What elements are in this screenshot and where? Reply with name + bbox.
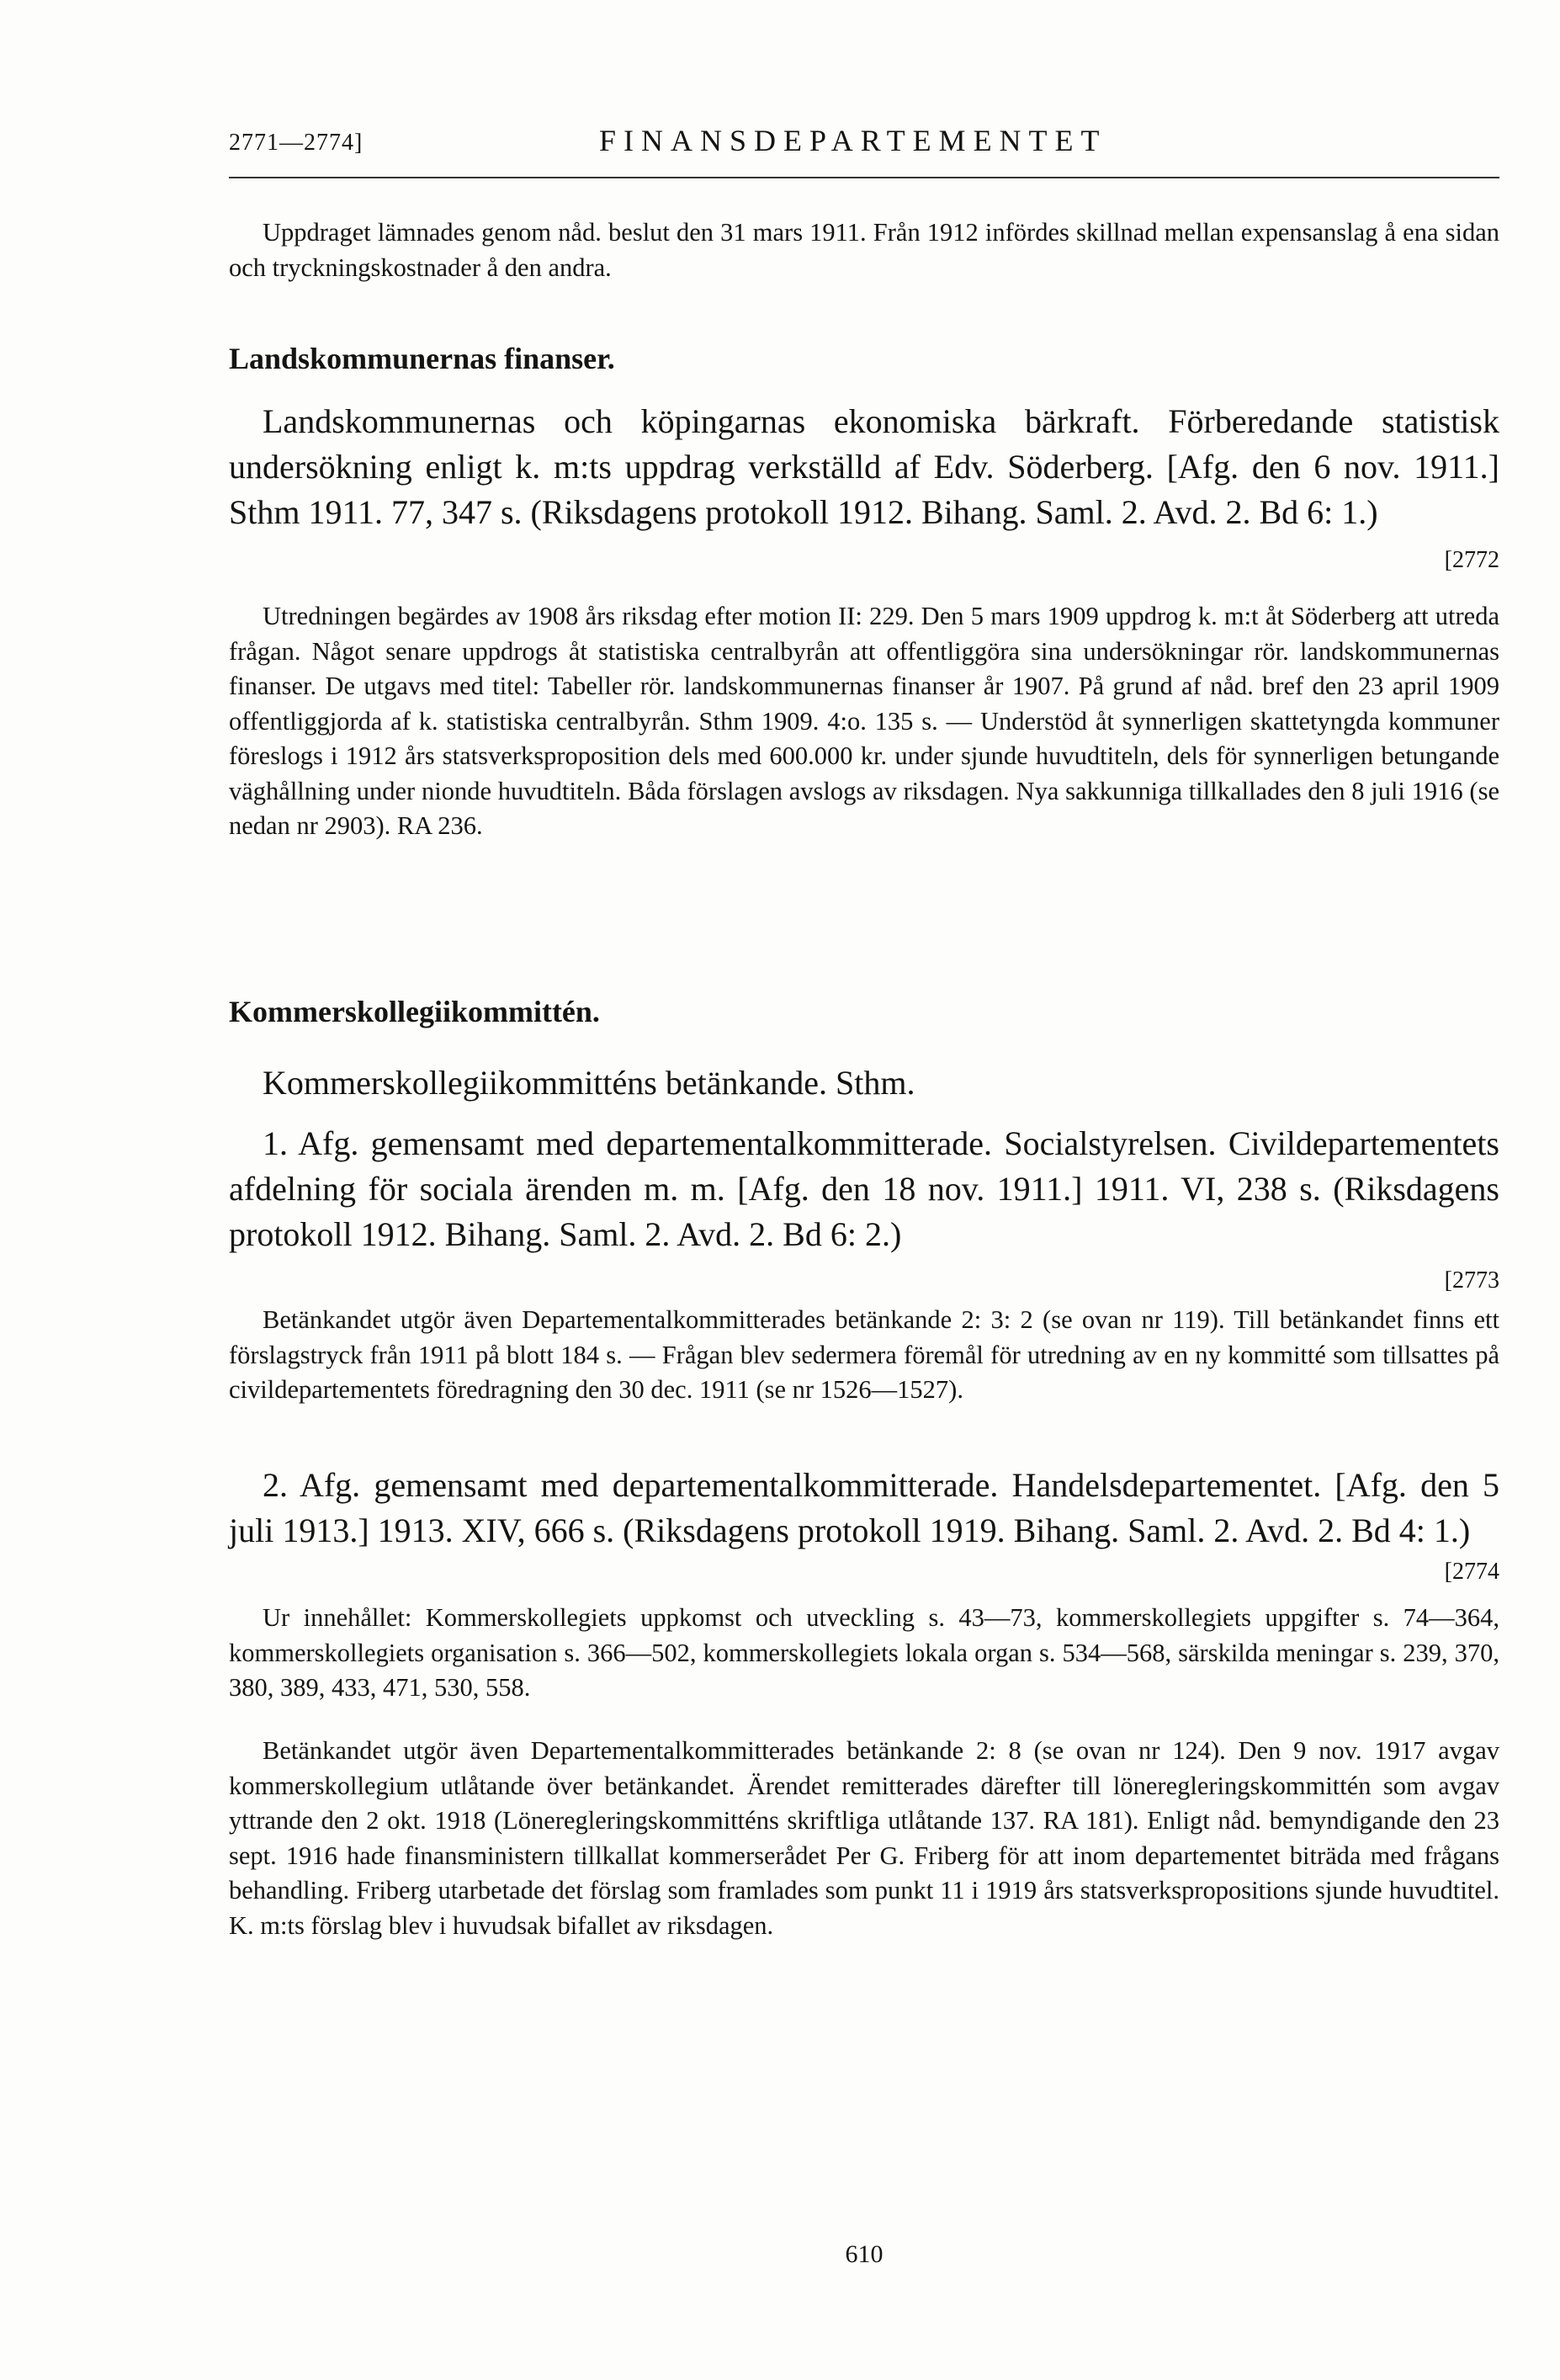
entry-2773: 1. Afg. gemensamt med departementalkommitterade. Socialstyrelsen. Civildepartementets afdelning för sociala ärenden m. m. [Afg. den 18 nov. 1911.] 1911. VI, 238 s. (Riksdagens protokoll 1912. Bihang. Saml. 2. Avd. 2. Bd 6: 2.)	[229, 1124, 1499, 1253]
page-number: 610	[845, 2240, 883, 2268]
entry-number-2774: [2774	[1444, 1559, 1499, 1585]
running-head	[229, 123, 1499, 167]
entry-number-2772: [2772	[1444, 547, 1499, 573]
entry-number-2773: [2773	[1444, 1267, 1499, 1294]
intro-note: Uppdraget lämnades genom nåd. beslut den 31 mars 1911. Från 1912 infördes skillnad mellan expensanslag å ena sidan och tryckningskostnader å den andra.	[229, 218, 1499, 282]
note-2773: Betänkandet utgör även Departementalkommitterades betänkande 2: 3: 2 (se ovan nr 119). Till betänkandet finns ett förslagstryck från 1911 på blott 184 s. — Frågan blev sedermera föremål för utredning av en ny kommitté som tillsattes på civildepartementets föredragning den 30 dec. 1911 (se nr 1526—1527).	[229, 1305, 1499, 1404]
entry-2772: Landskommunernas och köpingarnas ekonomiska bärkraft. Förberedande statistisk undersökning enligt k. m:ts uppdrag verkställd af Edv. Söderberg. [Afg. den 6 nov. 1911.] Sthm 1911. 77, 347 s. (Riksdagens protokoll 1912. Bihang. Saml. 2. Avd. 2. Bd 6: 1.)	[229, 402, 1499, 531]
document-page	[229, 0, 1499, 2380]
note-2772: Utredningen begärdes av 1908 års riksdag efter motion II: 229. Den 5 mars 1909 uppdrog k. m:t åt Söderberg att utreda frågan. Något senare uppdrogs åt statistiska centralbyrån att offentliggöra sina undersökningar rör. landskommunernas finanser. De utgavs med titel: Tabeller rör. landskommunernas finanser år 1907. På grund af nåd. bref den 23 april 1909 offentliggjorda af k. statistiska centralbyrån. Sthm 1909. 4:o. 135 s. — Understöd åt synnerligen skattetyngda kommuner föreslogs i 1912 års statsverksproposition dels med 600.000 kr. under sjunde huvudtiteln, dels för synnerligen betungande väghållning under nionde huvudtiteln. Båda förslagen avslogs av riksdagen. Nya sakkunniga tillkallades den 8 juli 1916 (se nedan nr 2903). RA 236.	[229, 602, 1499, 840]
note-2774: Betänkandet utgör även Departementalkommitterades betänkande 2: 8 (se ovan nr 124). Den 9 nov. 1917 avgav kommerskollegium utlåtande över betänkandet. Ärendet remitterades därefter till löneregleringskommittén som avgav yttrande den 2 okt. 1918 (Löneregleringskommitténs skriftliga utlåtande 137. RA 181). Enligt nåd. bemyndigande den 23 sept. 1916 hade finansministern tillkallat kommerserådet Per G. Friberg för att inom departementet biträda med frågans behandling. Friberg utarbetade det förslag som framlades som punkt 11 i 1919 års statsverkspropositions sjunde huvudtitel. K. m:ts förslag blev i huvudsak bifallet av riksdagen.	[229, 1736, 1499, 1940]
header-rule	[229, 177, 1499, 178]
entry-range: 2771—2774]	[229, 130, 363, 156]
section-heading-landskommuner: Landskommunernas finanser.	[229, 342, 615, 375]
contents-note-2774: Ur innehållet: Kommerskollegiets uppkomst och utveckling s. 43—73, kommerskollegiets uppgifter s. 74—364, kommerskollegiets organisation s. 366—502, kommerskollegiets lokala organ s. 534—568, särskilda meningar s. 239, 370, 380, 389, 433, 471, 530, 558.	[229, 1603, 1499, 1702]
series-title: Kommerskollegiikommitténs betänkande. Sthm.	[263, 1064, 915, 1102]
entry-2774: 2. Afg. gemensamt med departementalkommitterade. Handelsdepartementet. [Afg. den 5 juli 1913.] 1913. XIV, 666 s. (Riksdagens protokoll 1919. Bihang. Saml. 2. Avd. 2. Bd 4: 1.)	[229, 1466, 1499, 1549]
department-title: FINANSDEPARTEMENTET	[599, 124, 1107, 157]
section-heading-kommerskollegii: Kommerskollegiikommittén.	[229, 995, 600, 1028]
